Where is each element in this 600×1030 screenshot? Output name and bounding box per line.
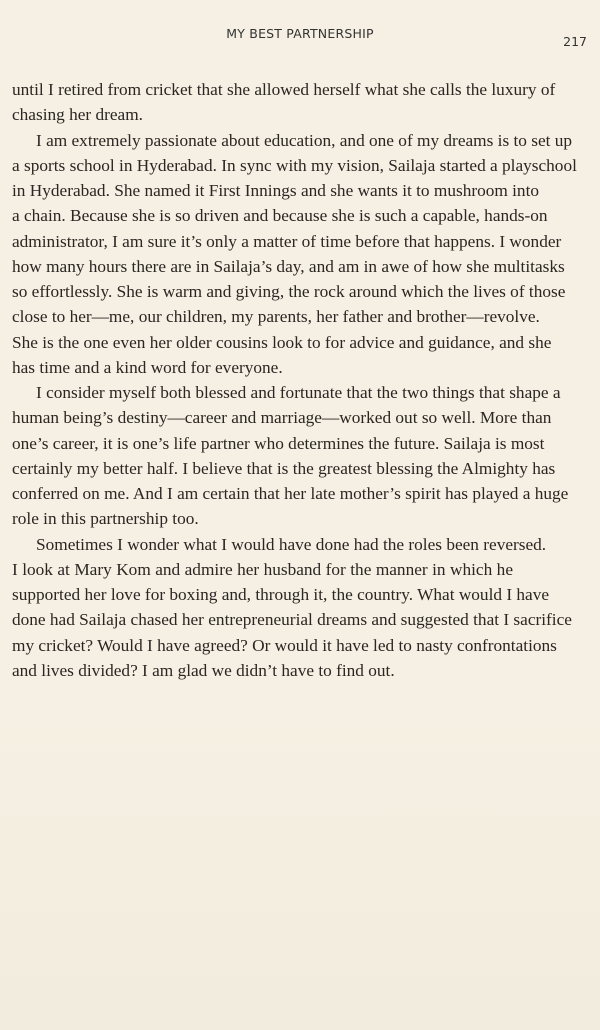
text-line: in Hyderabad. She named it First Innings and she wants it to mushroom into — [12, 181, 540, 200]
text-line: Sometimes I wonder what I would have done had the roles been reversed. — [36, 534, 547, 554]
running-title: MY BEST PARTNERSHIP — [226, 26, 374, 41]
page-header — [0, 26, 600, 49]
text-line: human being’s destiny—career and marriage—worked out so well. More than — [12, 408, 552, 428]
text-line: done had Sailaja chased her entrepreneurial dreams and suggested that I sacrifice — [12, 610, 572, 630]
text-line: conferred on me. And I am certain that her late mother’s spirit has played a huge — [12, 484, 569, 503]
text-line: how many hours there are in Sailaja’s day, and am in awe of how she multitasks — [12, 256, 565, 276]
paragraph — [12, 532, 572, 684]
text-line: administrator, I am sure it’s only a matter of time before that happens. I wonder — [12, 231, 562, 251]
text-line: close to her—me, our children, my parents, her father and brother—revolve. — [12, 307, 540, 327]
paragraph — [12, 128, 577, 381]
text-line: chasing her dream. — [12, 105, 143, 125]
text-line: so effortlessly. She is warm and giving, the rock around which the lives of those — [12, 282, 566, 301]
text-line: certainly my better half. I believe that is the greatest blessing the Almighty has — [12, 458, 556, 478]
text-line: until I retired from cricket that she allowed herself what she calls the luxury of — [12, 80, 556, 99]
text-line: a sports school in Hyderabad. In sync with my vision, Sailaja started a playschool — [12, 155, 577, 175]
text-line: I look at Mary Kom and admire her husband for the manner in which he — [12, 559, 513, 579]
text-line: a chain. Because she is so driven and because she is such a capable, hands-on — [12, 206, 548, 226]
body-text — [12, 77, 577, 683]
text-line: my cricket? Would I have agreed? Or would it have led to nasty confrontations — [12, 635, 557, 655]
blank-page-area — [0, 700, 600, 1030]
text-line: She is the one even her older cousins look to for advice and guidance, and she — [12, 332, 552, 352]
text-line: supported her love for boxing and, through it, the country. What would I have — [12, 585, 550, 604]
text-line: role in this partnership too. — [12, 509, 199, 529]
text-line: has time and a kind word for everyone. — [12, 357, 283, 377]
text-line: I consider myself both blessed and fortunate that the two things that shape a — [36, 383, 561, 402]
text-line: one’s career, it is one’s life partner who determines the future. Sailaja is most — [12, 433, 545, 453]
paragraph — [12, 380, 569, 532]
text-line: I am extremely passionate about education, and one of my dreams is to set up — [36, 130, 573, 150]
page-number: 217 — [563, 34, 587, 49]
paragraph — [12, 77, 556, 128]
text-line: and lives divided? I am glad we didn’t have to find out. — [12, 660, 395, 680]
